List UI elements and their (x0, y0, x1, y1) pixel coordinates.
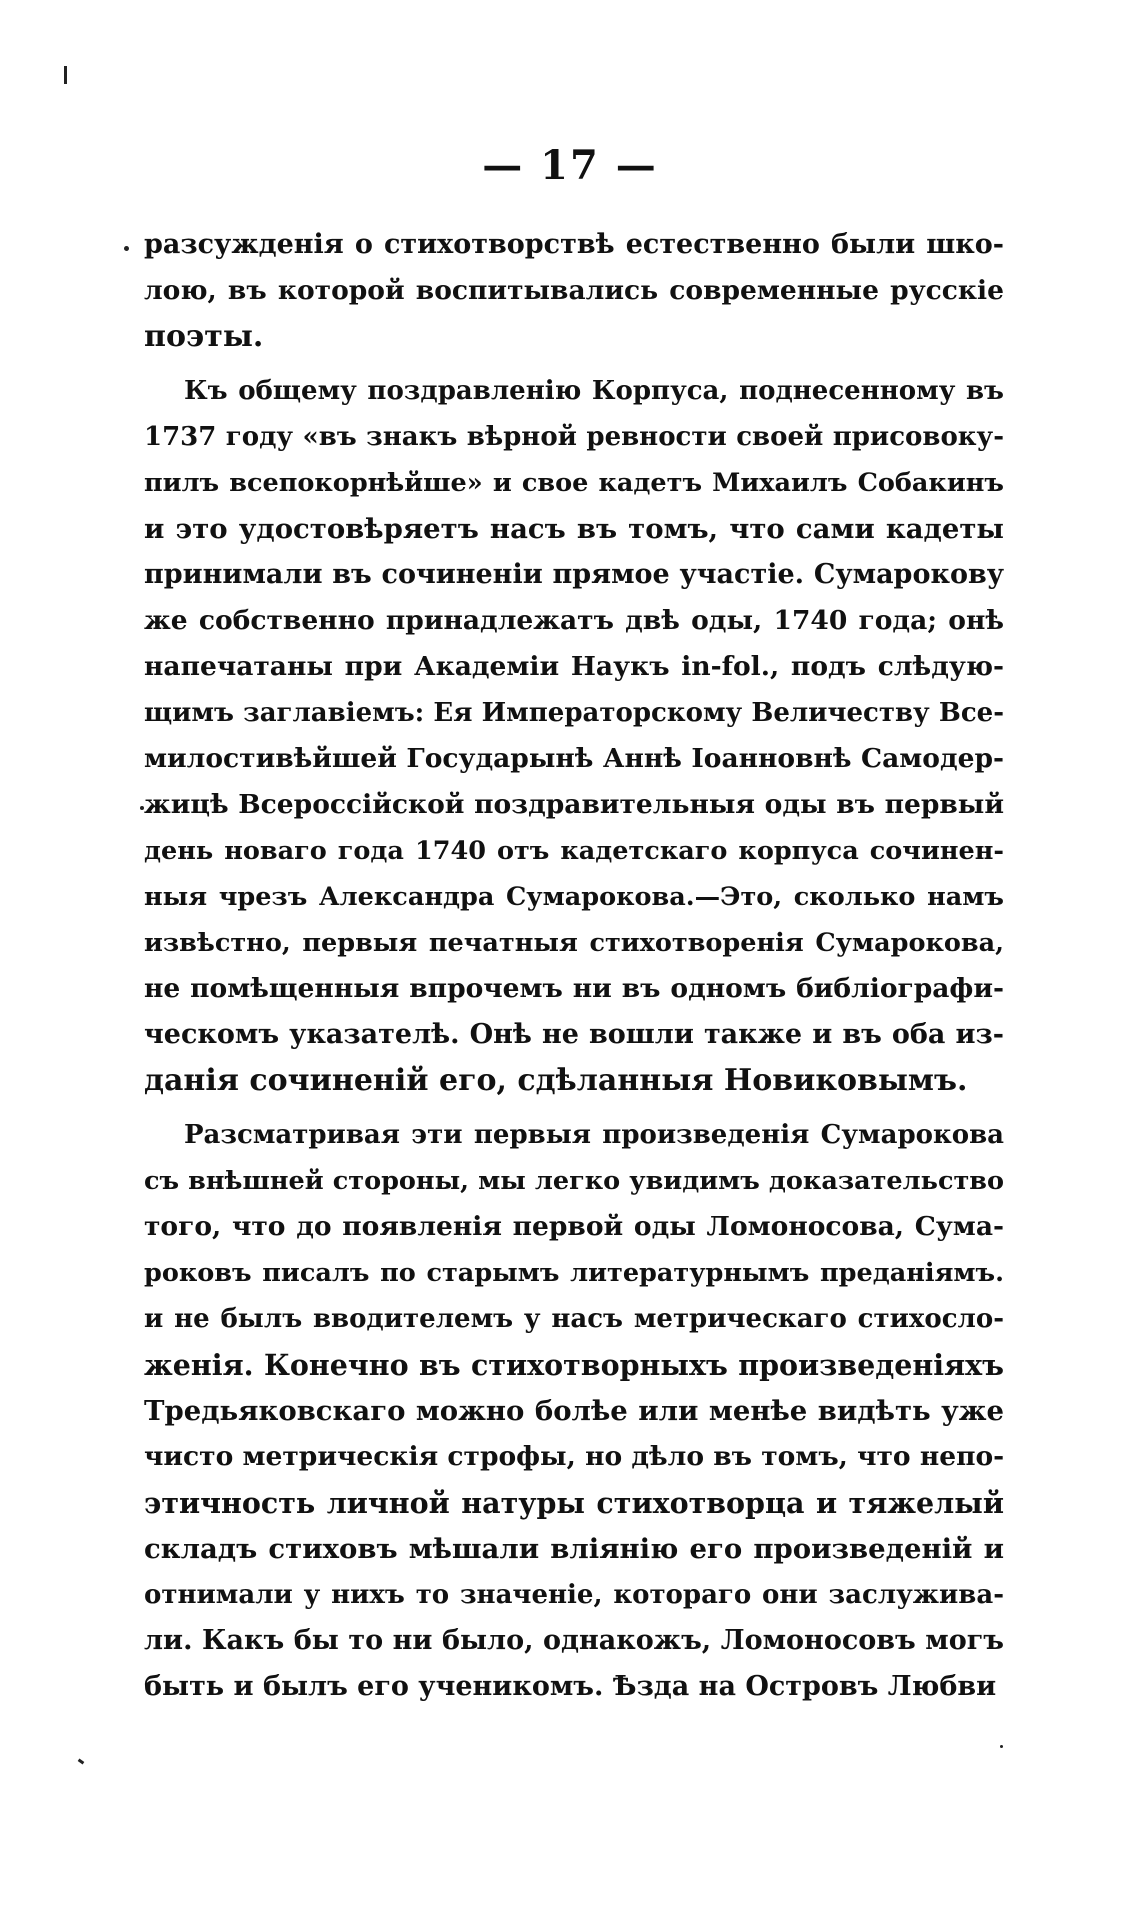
text-line: принимали въ сочиненіи прямое участіе. Сумарокову (144, 559, 1004, 590)
scan-speck (1000, 1745, 1003, 1748)
text-line: 1737 году «въ знакъ вѣрной ревности своей присовоку- (144, 422, 1004, 452)
text-line: лою, въ которой воспитывались современные русскіе (144, 275, 1004, 306)
paragraph-gap (144, 1104, 1004, 1112)
text-line: щимъ заглавіемъ: Ея Императорскому Величеству Все- (144, 698, 1004, 728)
scan-speck (124, 246, 129, 251)
text-line: данія сочиненій его, сдѣланныя Новиковымъ. (144, 1063, 968, 1098)
text-line: и это удостовѣряетъ насъ въ томъ, что сами кадеты (144, 513, 1004, 545)
text-line: же собственно принадлежатъ двѣ оды, 1740 года; онѣ (144, 605, 1004, 636)
body-text (144, 222, 1004, 1710)
text-line: и не былъ вводителемъ у насъ метрическаго стихосло- (144, 1304, 1004, 1334)
text-line: разсужденія о стихотворствѣ естественно были шко- (144, 229, 1004, 260)
paragraph (144, 1112, 1004, 1710)
text-line: напечатаны при Академіи Наукъ in-fol., подъ слѣдую- (144, 651, 1004, 682)
page-number: — 17 — (482, 142, 658, 189)
text-line: роковъ писалъ по старымъ литературнымъ преданіямъ. (144, 1258, 1004, 1288)
text-line: чисто метрическія строфы, но дѣло въ томъ, что непо- (144, 1441, 1005, 1472)
text-line: милостивѣйшей Государынѣ Аннѣ Іоанновнѣ Самодер- (144, 743, 1004, 774)
text-line: ческомъ указателѣ. Онѣ не вошли также и въ оба из- (144, 1019, 1004, 1050)
text-line: ныя чрезъ Александра Сумарокова.—Это, сколько намъ (144, 882, 1004, 912)
scan-speck (78, 1759, 85, 1765)
text-line: женія. Конечно въ стихотворныхъ произведеніяхъ (144, 1348, 1004, 1382)
text-line: пилъ всепокорнѣйше» и свое кадетъ Михаилъ Собакинъ (144, 468, 1004, 498)
text-line: Къ общему поздравленію Корпуса, поднесенному въ (184, 376, 1004, 406)
text-line: не помѣщенныя впрочемъ ни въ одномъ библіографи- (144, 973, 1004, 1004)
text-line: быть и былъ его ученикомъ. Ѣзда на Островъ Любви (144, 1671, 997, 1702)
text-line: жицѣ Всероссійской поздравительныя оды въ первый (144, 789, 1004, 820)
text-line: съ внѣшней стороны, мы легко увидимъ доказательство (144, 1166, 1004, 1196)
text-line: Разсматривая эти первыя произведенія Сумарокова (184, 1120, 1004, 1150)
text-line: день новаго года 1740 отъ кадетскаго корпуса сочинен- (144, 836, 1004, 866)
text-line: складъ стиховъ мѣшали вліянію его произведеній и (144, 1533, 1004, 1565)
text-line: поэты. (144, 319, 264, 354)
text-line: отнимали у нихъ то значеніе, котораго они заслужива- (144, 1580, 1004, 1610)
scan-speck (64, 66, 67, 84)
paragraph (144, 368, 1004, 1104)
text-line: этичность личной натуры стихотворца и тяжелый (144, 1486, 1004, 1520)
text-line: того, что до появленія первой оды Ломоносова, Сума- (144, 1211, 1004, 1242)
text-line: ли. Какъ бы то ни было, однакожъ, Ломоносовъ могъ (144, 1625, 1004, 1656)
text-line: Тредьяковскаго можно болѣе или менѣе видѣть уже (144, 1395, 1004, 1427)
text-line: извѣстно, первыя печатныя стихотворенія Сумарокова, (144, 928, 1004, 958)
paragraph-gap (144, 360, 1004, 368)
paragraph (144, 222, 1004, 360)
